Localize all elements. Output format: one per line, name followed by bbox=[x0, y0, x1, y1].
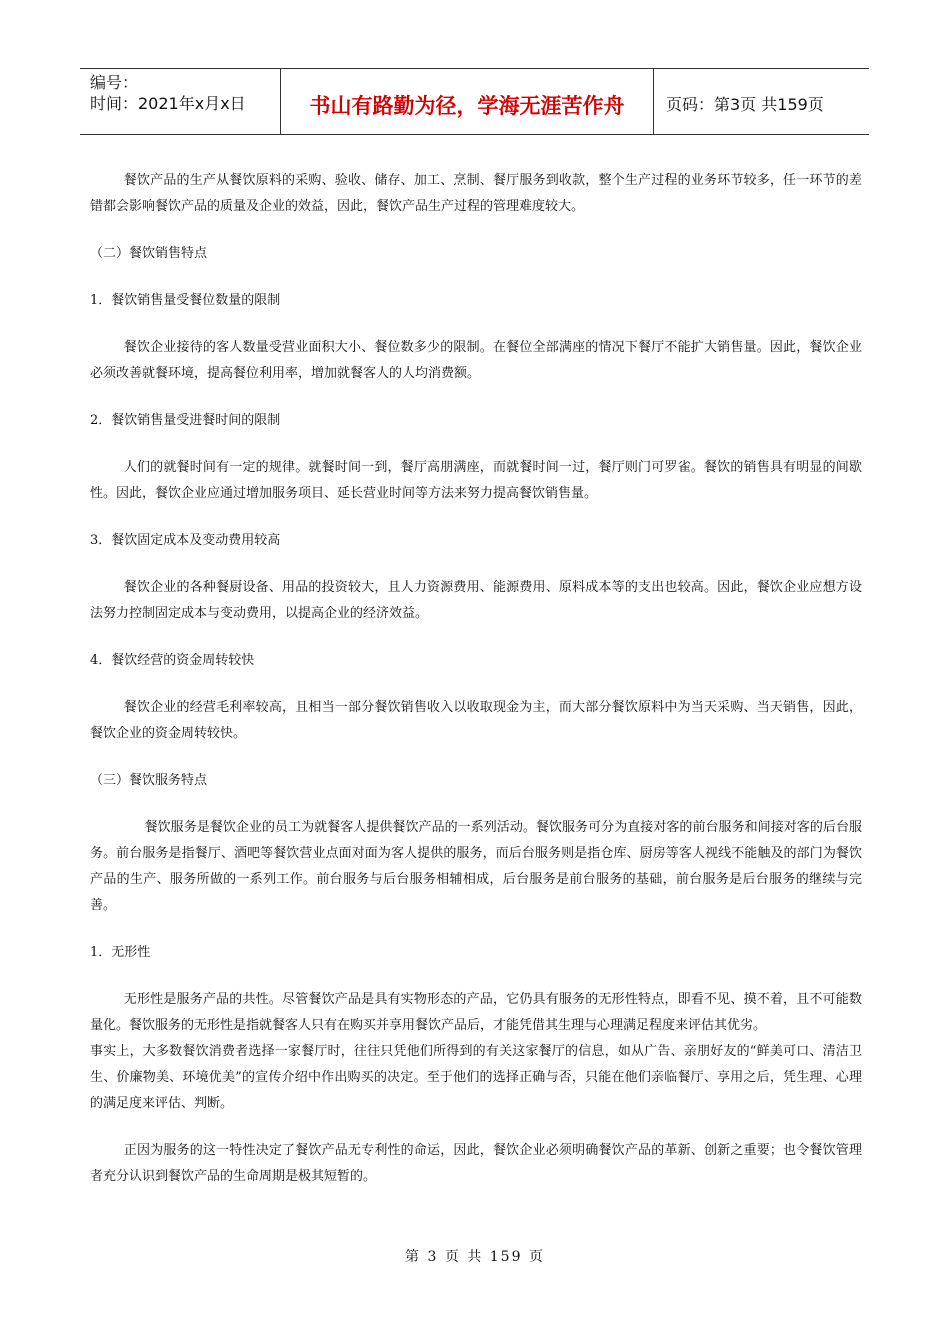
section-heading-sales: （二）餐饮销售特点 bbox=[90, 246, 208, 261]
paragraph-service: 餐饮服务是餐饮企业的员工为就餐客人提供餐饮产品的一系列活动。餐饮服务可分为直接对客的前台服务和间接对客的后台服务。前台服务是指餐厅、酒吧等餐饮营业点面对面为客人提供的服务，而后台服务则是指仓库、厨房等客人视线不能触及的部门为餐饮产品的生产、服务所做的一系列工作。前台服务与后台服务相辅相成，后台服务是前台服务的基础，前台服务是后台服务的继续与完善。 bbox=[90, 820, 862, 913]
section-heading-service: （三）餐饮服务特点 bbox=[90, 773, 208, 788]
paragraph-fact: 事实上，大多数餐饮消费者选择一家餐厅时，往往只凭他们所得到的有关这家餐厅的信息，如从广告、亲朋好友的“鲜美可口、清洁卫生、价廉物美、环境优美”的宣传介绍中作出购买的决定。至于他们的选择正确与否，只能在他们亲临餐厅、享用之后，凭生理、心理的满足度来评估、判断。 bbox=[90, 1044, 862, 1111]
paragraph-seats: 餐饮企业接待的客人数量受营业面积大小、餐位数多少的限制。在餐位全部满座的情况下餐厅不能扩大销售量。因此，餐饮企业必须改善就餐环境，提高餐位利用率，增加就餐客人的人均消费额。 bbox=[90, 340, 862, 381]
subheading-mealtime: 2．餐饮销售量受进餐时间的限制 bbox=[90, 413, 281, 428]
page-header bbox=[80, 68, 869, 135]
document-body bbox=[90, 168, 862, 1190]
paragraph-costs: 餐饮企业的各种餐厨设备、用品的投资较大，且人力资源费用、能源费用、原料成本等的支出也较高。因此，餐饮企业应想方设法努力控制固定成本与变动费用，以提高企业的经济效益。 bbox=[90, 580, 862, 621]
header-motto: 书山有路勤为径，学海无涯苦作舟 bbox=[280, 69, 654, 134]
header-meta bbox=[80, 69, 280, 134]
paragraph-production: 餐饮产品的生产从餐饮原料的采购、验收、储存、加工、烹制、餐厅服务到收款，整个生产过程的业务环节较多，任一环节的差错都会影响餐饮产品的质量及企业的效益，因此，餐饮产品生产过程的管理难度较大。 bbox=[90, 173, 862, 214]
document-number: 编号： bbox=[90, 73, 139, 92]
subheading-intangible: 1．无形性 bbox=[90, 945, 151, 960]
paragraph-conclusion: 正因为服务的这一特性决定了餐饮产品无专利性的命运，因此，餐饮企业必须明确餐饮产品的革新、创新之重要；也令餐饮管理者充分认识到餐饮产品的生命周期是极其短暂的。 bbox=[90, 1143, 862, 1184]
paragraph-intangible: 无形性是服务产品的共性。尽管餐饮产品是具有实物形态的产品，它仍具有服务的无形性特点，即看不见、摸不着，且不可能数量化。餐饮服务的无形性是指就餐客人只有在购买并享用餐饮产品后，才能凭借其生理与心理满足程度来评估其优劣。 bbox=[90, 992, 862, 1033]
paragraph-mealtime: 人们的就餐时间有一定的规律。就餐时间一到，餐厅高朋满座，而就餐时间一过，餐厅则门可罗雀。餐饮的销售具有明显的间歇性。因此，餐饮企业应通过增加服务项目、延长营业时间等方法来努力提高餐饮销售量。 bbox=[90, 460, 862, 501]
page-footer: 第 3 页 共 159 页 bbox=[405, 1249, 545, 1265]
header-page-info: 页码：第3页 共159页 bbox=[666, 95, 824, 114]
subheading-costs: 3．餐饮固定成本及变动费用较高 bbox=[90, 533, 281, 548]
paragraph-capital: 餐饮企业的经营毛利率较高，且相当一部分餐饮销售收入以收取现金为主，而大部分餐饮原料中为当天采购、当天销售，因此，餐饮企业的资金周转较快。 bbox=[90, 700, 862, 741]
document-date: 时间：2021年x月x日 bbox=[90, 94, 246, 113]
subheading-seats: 1．餐饮销售量受餐位数量的限制 bbox=[90, 293, 281, 308]
subheading-capital: 4．餐饮经营的资金周转较快 bbox=[90, 653, 255, 668]
